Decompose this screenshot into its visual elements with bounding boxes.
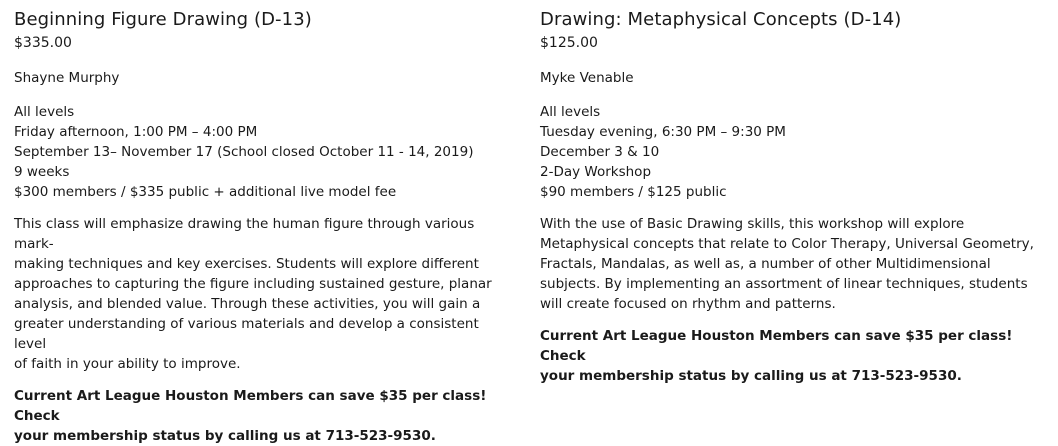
course-price: $335.00 <box>14 35 72 51</box>
course-description <box>14 214 514 374</box>
course-duration: 9 weeks <box>14 164 70 180</box>
course-instructor: Shayne Murphy <box>14 70 120 86</box>
course-details <box>540 102 1045 202</box>
course-instructor: Myke Venable <box>540 70 634 86</box>
member-promo <box>14 386 514 446</box>
description-line: Fractals, Mandalas, as well as, a number of other Multidimensional <box>540 256 991 272</box>
description-line: subjects. By implementing an assortment of linear techniques, students <box>540 276 1028 292</box>
description-line: making techniques and key exercises. Students will explore different <box>14 256 479 272</box>
course-title: Drawing: Metaphysical Concepts (D-14) <box>540 9 902 30</box>
course-description <box>540 214 1045 314</box>
course-duration: 2-Day Workshop <box>540 164 652 180</box>
description-line: This class will emphasize drawing the human figure through various mark- <box>14 216 475 252</box>
description-line: of faith in your ability to improve. <box>14 356 241 372</box>
description-line: greater understanding of various materials and develop a consistent level <box>14 316 479 352</box>
course-schedule: Tuesday evening, 6:30 PM – 9:30 PM <box>540 124 786 140</box>
promo-line: Current Art League Houston Members can save $35 per class! Check <box>540 328 1013 364</box>
course-pricing: $90 members / $125 public <box>540 184 727 200</box>
promo-line: your membership status by calling us at 713-523-9530. <box>540 368 962 384</box>
description-line: analysis, and blended value. Through these activities, you will gain a <box>14 296 481 312</box>
course-dates: December 3 & 10 <box>540 144 660 160</box>
course-card <box>540 8 1045 386</box>
course-level: All levels <box>14 104 75 120</box>
course-pricing: $300 members / $335 public + additional live model fee <box>14 184 397 200</box>
description-line: With the use of Basic Drawing skills, this workshop will explore <box>540 216 965 232</box>
course-title: Beginning Figure Drawing (D-13) <box>14 9 312 30</box>
description-line: will create focused on rhythm and patterns. <box>540 296 836 312</box>
promo-line: Current Art League Houston Members can save $35 per class! Check <box>14 388 487 424</box>
course-schedule: Friday afternoon, 1:00 PM – 4:00 PM <box>14 124 258 140</box>
promo-line: your membership status by calling us at 713-523-9530. <box>14 428 436 444</box>
course-dates: September 13– November 17 (School closed October 11 - 14, 2019) <box>14 144 474 160</box>
course-level: All levels <box>540 104 601 120</box>
course-details <box>14 102 514 202</box>
member-promo <box>540 326 1045 386</box>
description-line: approaches to capturing the figure including sustained gesture, planar <box>14 276 492 292</box>
course-card <box>14 8 514 446</box>
description-line: Metaphysical concepts that relate to Color Therapy, Universal Geometry, <box>540 236 1034 252</box>
course-price: $125.00 <box>540 35 598 51</box>
